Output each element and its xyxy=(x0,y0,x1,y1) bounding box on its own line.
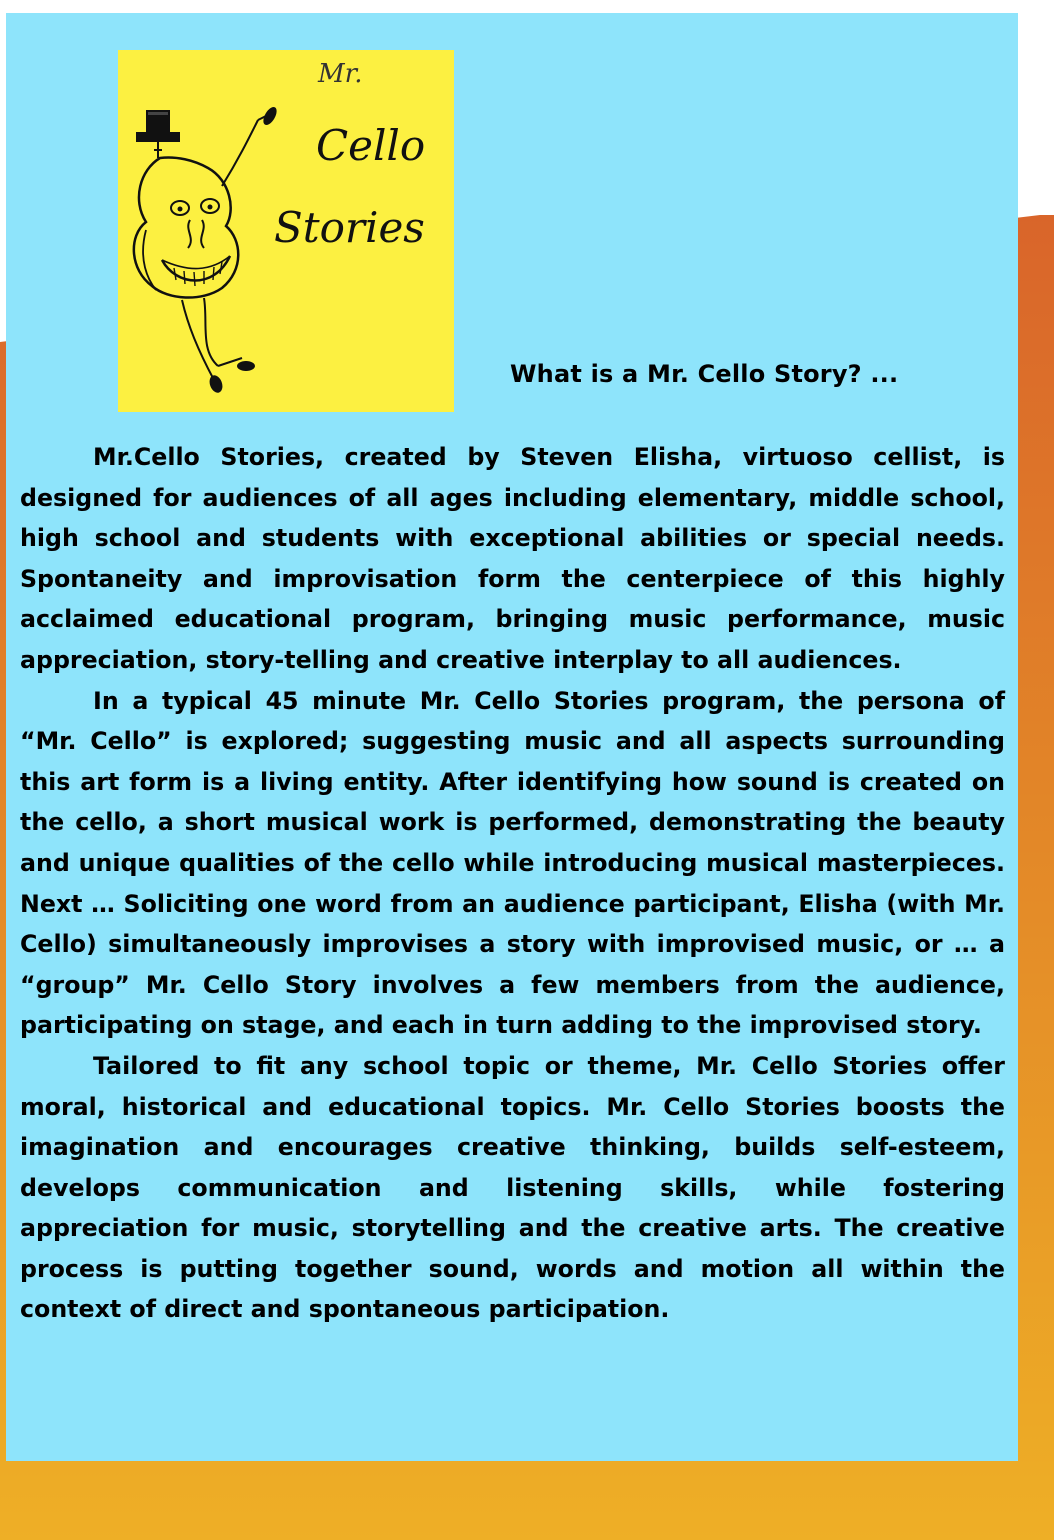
section-heading: What is a Mr. Cello Story? ... xyxy=(510,360,899,388)
mr-cello-logo xyxy=(118,50,454,412)
paragraph: Mr.Cello Stories, created by Steven Elisha, virtuoso cellist, is designed for audiences of all ages including elementary, middle school, high school and students with exceptional abilities or special needs. Spontaneity and improvisation form the centerpiece of this highly acclaimed educational program, bringing music performance, music appreciation, story-telling and creative interplay to all audiences. xyxy=(20,443,1005,674)
logo-title-stories: Stories xyxy=(274,203,425,252)
article-body xyxy=(20,437,1005,1330)
paragraph: Tailored to fit any school topic or theme, Mr. Cello Stories offer moral, historical and educational topics. Mr. Cello Stories boosts the imagination and encourages creative thinking, builds self-esteem, develops communication and listening skills, while fostering appreciation for music, storytelling and the creative arts. The creative process is putting together sound, words and motion all within the context of direct and spontaneous participation. xyxy=(20,1051,1005,1324)
logo-title-cello: Cello xyxy=(316,121,426,170)
paragraph: In a typical 45 minute Mr. Cello Stories program, the persona of “Mr. Cello” is explored; suggesting music and all aspects surrounding this art form is a living entity. After identifying how sound is created on the cello, a short musical work is performed, demonstrating the beauty and unique qualities of the cello while introducing musical masterpieces. Next … Soliciting one word from an audience participant, Elisha (with Mr. Cello) simultaneously improvises a story with improvised music, or … a “group” Mr. Cello Story involves a few members from the audience, participating on stage, and each in turn adding to the improvised story. xyxy=(20,686,1005,1040)
logo-title-mr: Mr. xyxy=(318,59,363,89)
